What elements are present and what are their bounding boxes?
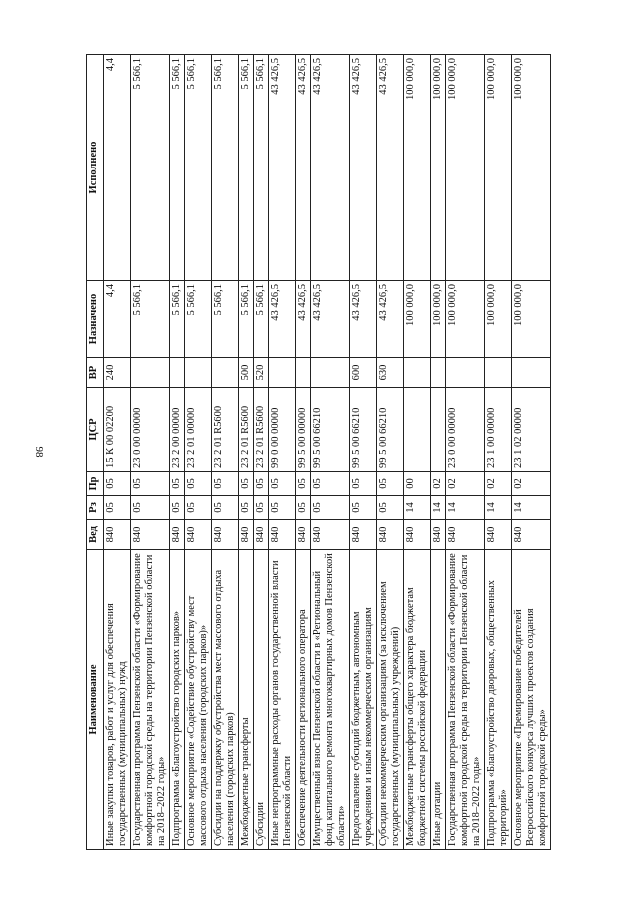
header-row: [87, 55, 104, 850]
table-row: [212, 55, 239, 850]
row-executed: 100 000,0: [446, 55, 485, 281]
row-pr: 05: [239, 472, 254, 496]
header-csr: ЦСР: [87, 388, 104, 472]
row-executed: 100 000,0: [404, 55, 431, 281]
row-assigned: 4,4: [104, 281, 131, 358]
row-vr: [131, 358, 170, 388]
row-rz: 05: [131, 496, 170, 520]
row-vr: [446, 358, 485, 388]
row-assigned: 43 426,5: [296, 281, 311, 358]
row-rz: 14: [485, 496, 512, 520]
table-body: [104, 55, 551, 850]
row-name: Подпрограмма «Благоустройство дворовых, общественных территорий»: [485, 550, 512, 850]
row-pr: 05: [311, 472, 350, 496]
row-vr: [404, 358, 431, 388]
row-pr: 05: [350, 472, 377, 496]
row-ved: 840: [170, 520, 185, 550]
row-name: Обеспечение деятельности регионального оператора: [296, 550, 311, 850]
row-rz: 14: [404, 496, 431, 520]
row-vr: [512, 358, 551, 388]
table-row: [170, 55, 185, 850]
table-row: [485, 55, 512, 850]
row-ved: 840: [269, 520, 296, 550]
row-assigned: 100 000,0: [431, 281, 446, 358]
row-csr: 99 5 00 00000: [296, 388, 311, 472]
row-csr: 99 5 00 66210: [311, 388, 350, 472]
row-name: Иные закупки товаров, работ и услуг для обеспечения государственных (муниципальных) нужд: [104, 550, 131, 850]
row-name: Государственная программа Пензенской области «Формирование комфортной городской среды на территории Пензенской области на 2018–2022 годы»: [131, 550, 170, 850]
table-row: [431, 55, 446, 850]
row-csr: 23 0 00 00000: [131, 388, 170, 472]
row-name: Подпрограмма «Благоустройство городских парков»: [170, 550, 185, 850]
row-assigned: 43 426,5: [377, 281, 404, 358]
row-rz: 05: [185, 496, 212, 520]
row-csr: 23 2 00 00000: [170, 388, 185, 472]
row-pr: 05: [296, 472, 311, 496]
header-name: Наименование: [87, 550, 104, 850]
row-vr: 240: [104, 358, 131, 388]
header-rz: Рз: [87, 496, 104, 520]
row-rz: 05: [311, 496, 350, 520]
row-ved: 840: [404, 520, 431, 550]
row-assigned: 100 000,0: [446, 281, 485, 358]
table-row: [239, 55, 254, 850]
row-executed: 5 566,1: [212, 55, 239, 281]
table-row: [350, 55, 377, 850]
table-row: [131, 55, 170, 850]
row-vr: 520: [254, 358, 269, 388]
row-executed: 100 000,0: [512, 55, 551, 281]
row-name: Государственная программа Пензенской области «Формирование комфортной городской среды на территории Пензенской области на 2018–2022 годы»: [446, 550, 485, 850]
row-name: Межбюджетные трансферты общего характера бюджетам бюджетной системы российской федерации: [404, 550, 431, 850]
row-executed: 43 426,5: [269, 55, 296, 281]
header-vr: ВР: [87, 358, 104, 388]
row-rz: 05: [296, 496, 311, 520]
row-rz: 05: [212, 496, 239, 520]
row-vr: [431, 358, 446, 388]
row-csr: 23 0 00 00000: [446, 388, 485, 472]
row-vr: [185, 358, 212, 388]
row-pr: 05: [185, 472, 212, 496]
row-pr: 05: [170, 472, 185, 496]
table-row: [269, 55, 296, 850]
row-executed: 5 566,1: [239, 55, 254, 281]
row-assigned: 5 566,1: [170, 281, 185, 358]
row-rz: 05: [254, 496, 269, 520]
row-pr: 05: [377, 472, 404, 496]
row-name: Субсидии некоммерческим организациям (за исключением государственных (муниципальных) учреждений): [377, 550, 404, 850]
row-ved: 840: [104, 520, 131, 550]
table-row: [512, 55, 551, 850]
row-assigned: 5 566,1: [239, 281, 254, 358]
row-executed: 43 426,5: [296, 55, 311, 281]
row-pr: 00: [404, 472, 431, 496]
header-executed: Исполнено: [87, 55, 104, 281]
row-vr: [485, 358, 512, 388]
row-csr: 23 2 01 R5600: [239, 388, 254, 472]
row-csr: 23 1 00 00000: [485, 388, 512, 472]
row-executed: 100 000,0: [485, 55, 512, 281]
row-pr: 05: [131, 472, 170, 496]
row-name: Субсидии на поддержку обустройства мест массового отдыха населения (городских парков): [212, 550, 239, 850]
row-rz: 14: [512, 496, 551, 520]
header-pr: Пр: [87, 472, 104, 496]
row-name: Межбюджетные трансферты: [239, 550, 254, 850]
row-vr: 600: [350, 358, 377, 388]
row-name: Имущественный взнос Пензенской области в «Региональный фонд капитального ремонта многоквартирных домов Пензенской области»: [311, 550, 350, 850]
row-csr: 23 2 01 R5600: [254, 388, 269, 472]
row-executed: 5 566,1: [254, 55, 269, 281]
row-csr: 23 2 01 R5600: [212, 388, 239, 472]
row-name: Основное мероприятие «Содействие обустройству мест массового отдыха населения (городских парков)»: [185, 550, 212, 850]
table-row: [254, 55, 269, 850]
row-csr: 23 2 01 00000: [185, 388, 212, 472]
row-pr: 05: [269, 472, 296, 496]
row-ved: 840: [485, 520, 512, 550]
row-ved: 840: [185, 520, 212, 550]
row-csr: 99 5 00 66210: [377, 388, 404, 472]
row-rz: 05: [104, 496, 131, 520]
row-vr: 630: [377, 358, 404, 388]
row-pr: 02: [446, 472, 485, 496]
header-ved: Вед: [87, 520, 104, 550]
row-ved: 840: [131, 520, 170, 550]
row-ved: 840: [446, 520, 485, 550]
row-assigned: 100 000,0: [404, 281, 431, 358]
row-assigned: 43 426,5: [269, 281, 296, 358]
row-csr: 23 1 02 00000: [512, 388, 551, 472]
table-header: [87, 55, 104, 850]
row-ved: 840: [212, 520, 239, 550]
row-rz: 05: [350, 496, 377, 520]
row-csr: [404, 388, 431, 472]
row-pr: 05: [104, 472, 131, 496]
row-pr: 05: [254, 472, 269, 496]
row-pr: 02: [431, 472, 446, 496]
table-row: [377, 55, 404, 850]
row-ved: 840: [431, 520, 446, 550]
row-executed: 43 426,5: [311, 55, 350, 281]
row-vr: [311, 358, 350, 388]
row-assigned: 5 566,1: [254, 281, 269, 358]
row-executed: 5 566,1: [131, 55, 170, 281]
budget-table: [86, 54, 551, 850]
row-assigned: 43 426,5: [350, 281, 377, 358]
row-csr: [431, 388, 446, 472]
row-vr: 500: [239, 358, 254, 388]
row-rz: 14: [446, 496, 485, 520]
row-csr: 99 0 00 00000: [269, 388, 296, 472]
header-assigned: Назначено: [87, 281, 104, 358]
row-assigned: 100 000,0: [485, 281, 512, 358]
row-executed: 100 000,0: [431, 55, 446, 281]
row-csr: 99 5 00 66210: [350, 388, 377, 472]
row-vr: [269, 358, 296, 388]
table-row: [296, 55, 311, 850]
row-rz: 05: [170, 496, 185, 520]
row-assigned: 43 426,5: [311, 281, 350, 358]
row-ved: 840: [254, 520, 269, 550]
row-rz: 14: [431, 496, 446, 520]
row-csr: 15 К 00 02200: [104, 388, 131, 472]
page-number: 98: [33, 446, 45, 458]
row-executed: 43 426,5: [377, 55, 404, 281]
table-row: [185, 55, 212, 850]
row-vr: [212, 358, 239, 388]
table-row: [446, 55, 485, 850]
rotated-table-wrapper: [86, 55, 592, 850]
table-row: [311, 55, 350, 850]
row-assigned: 5 566,1: [185, 281, 212, 358]
row-name: Субсидии: [254, 550, 269, 850]
table-row: [404, 55, 431, 850]
row-vr: [296, 358, 311, 388]
row-rz: 05: [239, 496, 254, 520]
row-pr: 02: [512, 472, 551, 496]
row-ved: 840: [296, 520, 311, 550]
row-pr: 05: [212, 472, 239, 496]
row-ved: 840: [239, 520, 254, 550]
table-row: [104, 55, 131, 850]
row-ved: 840: [350, 520, 377, 550]
row-ved: 840: [377, 520, 404, 550]
row-executed: 5 566,1: [185, 55, 212, 281]
row-assigned: 5 566,1: [212, 281, 239, 358]
row-ved: 840: [512, 520, 551, 550]
row-rz: 05: [269, 496, 296, 520]
row-executed: 4,4: [104, 55, 131, 281]
row-assigned: 5 566,1: [131, 281, 170, 358]
row-executed: 5 566,1: [170, 55, 185, 281]
row-name: Предоставление субсидий бюджетным, автономным учреждениям и иным некоммерческим организациям: [350, 550, 377, 850]
row-name: Иные дотации: [431, 550, 446, 850]
row-rz: 05: [377, 496, 404, 520]
row-vr: [170, 358, 185, 388]
row-ved: 840: [311, 520, 350, 550]
row-assigned: 100 000,0: [512, 281, 551, 358]
row-name: Основное мероприятие «Премирование победителей Всероссийского конкурса лучших проектов создания комфортной городской среды»: [512, 550, 551, 850]
row-pr: 02: [485, 472, 512, 496]
row-executed: 43 426,5: [350, 55, 377, 281]
row-name: Иные непрограммные расходы органов государственной власти Пензенской области: [269, 550, 296, 850]
